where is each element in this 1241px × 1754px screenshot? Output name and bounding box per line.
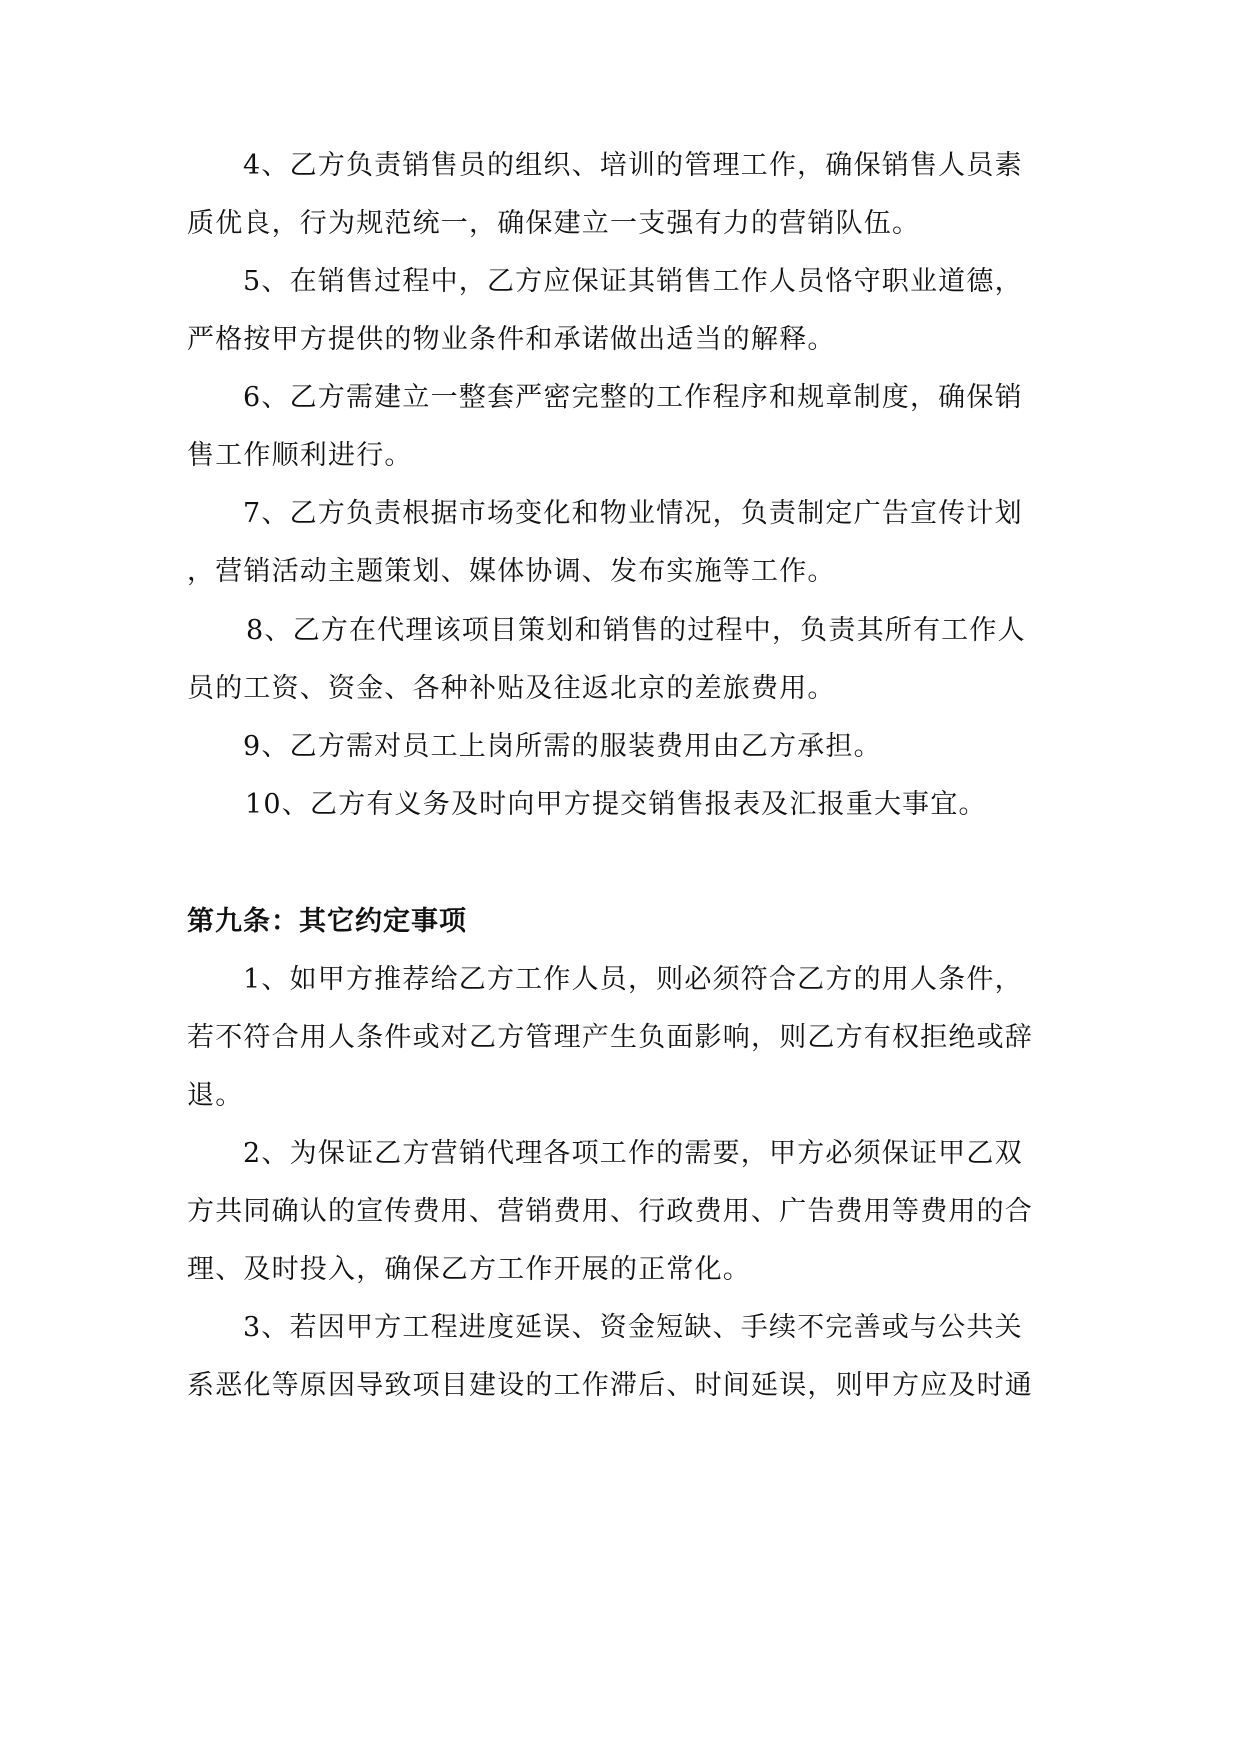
item-8-line-2: 员的工资、资金、各种补贴及往返北京的差旅费用。 [187, 673, 836, 704]
item-7-line-2: ，营销活动主题策划、媒体协调、发布实施等工作。 [187, 556, 836, 587]
item-7-line-1: 7、乙方负责根据市场变化和物业情况，负责制定广告宣传计划 [243, 498, 1023, 529]
item-5-line-2: 严格按甲方提供的物业条件和承诺做出适当的解释。 [187, 324, 836, 355]
s9-item-2-line-3: 理、及时投入，确保乙方工作开展的正常化。 [187, 1254, 751, 1285]
item-9-line-1: 9、乙方需对员工上岗所需的服装费用由乙方承担。 [243, 731, 882, 762]
item-8-line-1: 8、乙方在代理该项目策划和销售的过程中，负责其所有工作人 [246, 615, 1026, 646]
item-5-line-1: 5、在销售过程中，乙方应保证其销售工作人员恪守职业道德， [243, 266, 1023, 297]
s9-item-1-line-2: 若不符合用人条件或对乙方管理产生负面影响，则乙方有权拒绝或辞 [187, 1022, 1033, 1053]
s9-item-2-line-2: 方共同确认的宣传费用、营销费用、行政费用、广告费用等费用的合 [187, 1196, 1033, 1227]
item-4-line-1: 4、乙方负责销售员的组织、培训的管理工作，确保销售人员素 [243, 150, 1023, 181]
s9-item-2-line-1: 2、为保证乙方营销代理各项工作的需要，甲方必须保证甲乙双 [243, 1138, 1023, 1169]
s9-item-3-line-1: 3、若因甲方工程进度延误、资金短缺、手续不完善或与公共关 [243, 1312, 1023, 1343]
item-4-line-2: 质优良，行为规范统一，确保建立一支强有力的营销队伍。 [187, 208, 921, 239]
item-10-line-1: 10、乙方有义务及时向甲方提交销售报表及汇报重大事宜。 [245, 789, 987, 820]
s9-item-1-line-1: 1、如甲方推荐给乙方工作人员，则必须符合乙方的用人条件， [243, 964, 1023, 995]
section-heading: 第九条：其它约定事项 [187, 906, 467, 937]
item-6-line-2: 售工作顺利进行。 [187, 440, 413, 471]
s9-item-1-line-3: 退。 [187, 1080, 244, 1111]
item-6-line-1: 6、乙方需建立一整套严密完整的工作程序和规章制度，确保销 [243, 382, 1023, 413]
s9-item-3-line-2: 系恶化等原因导致项目建设的工作滞后、时间延误，则甲方应及时通 [187, 1370, 1033, 1401]
